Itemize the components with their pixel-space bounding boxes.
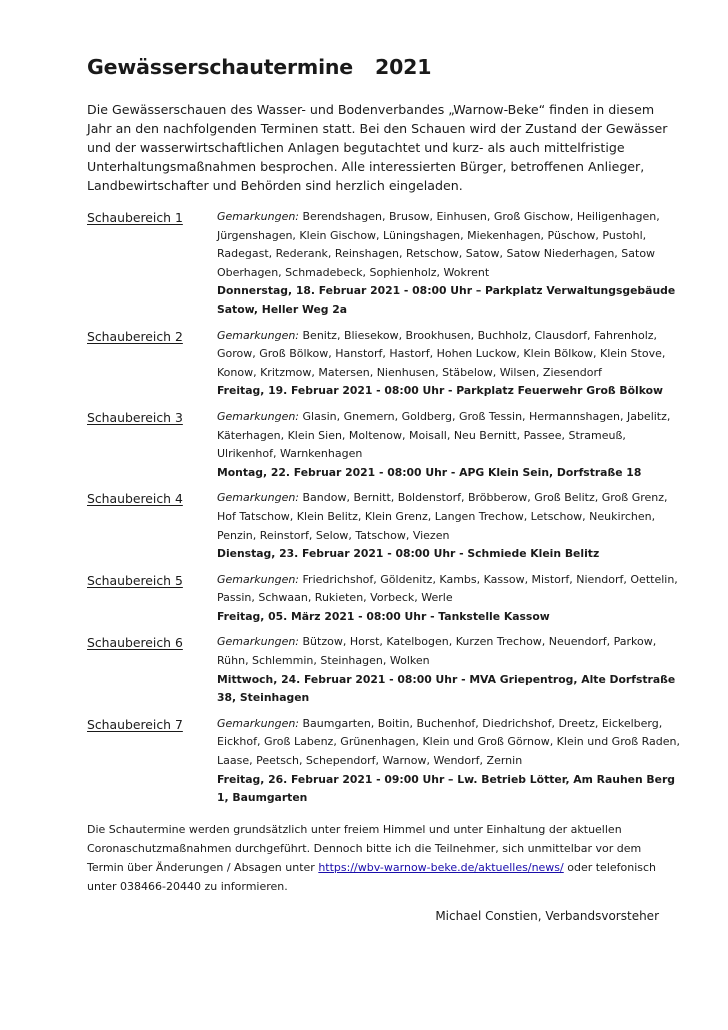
section-label: Schaubereich 5 <box>87 572 183 588</box>
section-body <box>217 715 687 808</box>
section-label: Schaubereich 3 <box>87 409 183 425</box>
appointment-line: Freitag, 19. Februar 2021 - 08:00 Uhr - Parkplatz Feuerwehr Groß Bölkow <box>217 384 664 398</box>
section-label: Schaubereich 1 <box>87 210 183 225</box>
section-label: Schaubereich 6 <box>87 635 183 651</box>
gemarkungen-list: Friedrichshof, Göldenitz, Kambs, Kassow, Mistorf, Niendorf, Oettelin, Passin, Schwaan, Rukieten, Vorbeck, Werle <box>217 572 678 605</box>
gemarkungen-list: Bützow, Horst, Katelbogen, Kurzen Trechow, Neuendorf, Parkow, Rühn, Schlemmin, Steinhagen, Wolken <box>217 635 657 668</box>
appointment-line: Mittwoch, 24. Februar 2021 - 08:00 Uhr - MVA Griepentrog, Alte Dorfstraße 38, Steinhagen <box>217 672 676 705</box>
document-page <box>87 52 687 926</box>
gemarkungen-label: Gemarkungen: <box>217 572 300 586</box>
gemarkungen-label: Gemarkungen: <box>217 716 300 730</box>
appointment-line: Freitag, 05. März 2021 - 08:00 Uhr - Tankstelle Kassow <box>217 609 550 623</box>
section-body <box>217 327 687 401</box>
signature: Michael Constien, Verbandsvorsteher <box>435 908 659 923</box>
gemarkungen-list: Benitz, Bliesekow, Brookhusen, Buchholz, Clausdorf, Fahrenholz, Gorow, Groß Bölkow, Hanstorf, Hastorf, Hohen Luckow, Klein Bölkow, Klein Stove, Konow, Kritzmow, Matersen, Nienhusen, Stäbelow, Wilsen, Ziesendorf <box>217 328 666 379</box>
section-1 <box>87 208 687 320</box>
gemarkungen-label: Gemarkungen: <box>217 635 300 649</box>
section-5 <box>87 571 687 627</box>
gemarkungen-list: Glasin, Gnemern, Goldberg, Groß Tessin, Hermannshagen, Jabelitz, Käterhagen, Klein Sien, Moltenow, Moisall, Neu Bernitt, Passee, Strameuß, Ulrikenhof, Warnkenhagen <box>217 409 671 461</box>
section-body <box>217 571 687 627</box>
sections-list <box>87 208 687 808</box>
footer-text-after: oder telefonisch unter 038466-20440 zu informieren. <box>87 860 657 893</box>
section-6 <box>87 633 687 707</box>
section-body <box>217 633 687 707</box>
section-label: Schaubereich 2 <box>87 328 183 344</box>
title-text: Gewässerschautermine <box>87 55 353 79</box>
section-3 <box>87 408 687 482</box>
section-body <box>217 489 687 563</box>
gemarkungen-label: Gemarkungen: <box>217 491 300 505</box>
appointment-line: Donnerstag, 18. Februar 2021 - 08:00 Uhr – Parkplatz Verwaltungsgebäude Satow, Heller Weg 2a <box>217 284 676 316</box>
section-4 <box>87 489 687 563</box>
gemarkungen-list: Bandow, Bernitt, Boldenstorf, Bröbberow, Groß Belitz, Groß Grenz, Hof Tatschow, Klein Belitz, Klein Grenz, Langen Trechow, Letschow, Neukirchen, Penzin, Reinstorf, Selow, Tatschow, Viezen <box>217 491 668 542</box>
appointment-line: Montag, 22. Februar 2021 - 08:00 Uhr - APG Klein Sein, Dorfstraße 18 <box>217 465 642 479</box>
section-2 <box>87 327 687 401</box>
intro-paragraph: Die Gewässerschauen des Wasser- und Bodenverbandes „Warnow-Beke“ finden in diesem Jahr an den nachfolgenden Terminen statt. Bei den Schauen wird der Zustand der Gewässer und der wasserwirtschaftlichen Anlagen begutachtet und kurz- als auch mittelfristige Unterhaltungsmaßnahmen besprochen. Alle interessierten Bürger, betroffenen Anlieger, Landbewirtschafter und Behörden sind herzlich eingeladen. <box>87 102 668 193</box>
news-link[interactable]: https://wbv-warnow-beke.de/aktuelles/news/ <box>318 860 564 874</box>
footer-text-before: Die Schautermine werden grundsätzlich unter freiem Himmel und unter Einhaltung der aktuellen Coronaschutzmaßnahmen durchgeführt. Dennoch bitte ich die Teilnehmer, sich unmittelbar vor dem Termin über Änderungen / Absagen unter <box>87 822 642 874</box>
gemarkungen-label: Gemarkungen: <box>217 210 300 223</box>
section-label: Schaubereich 4 <box>87 491 183 507</box>
gemarkungen-label: Gemarkungen: <box>217 328 300 342</box>
section-7 <box>87 715 687 808</box>
gemarkungen-list: Berendshagen, Brusow, Einhusen, Groß Gischow, Heiligenhagen, Jürgenshagen, Klein Gischow, Lüningshagen, Miekenhagen, Püschow, Pustohl, Radegast, Rederank, Reinshagen, Retschow, Satow, Satow Niederhagen, Satow Oberhagen, Schmadebeck, Sophienholz, Wokrent <box>217 210 660 279</box>
appointment-line: Dienstag, 23. Februar 2021 - 08:00 Uhr - Schmiede Klein Belitz <box>217 547 600 561</box>
appointment-line: Freitag, 26. Februar 2021 - 09:00 Uhr – Lw. Betrieb Lötter, Am Rauhen Berg 1, Baumgarten <box>217 772 676 805</box>
gemarkungen-label: Gemarkungen: <box>217 409 300 423</box>
page-title <box>87 52 687 82</box>
footer-paragraph <box>87 820 677 896</box>
section-body <box>217 408 687 482</box>
section-label: Schaubereich 7 <box>87 716 183 732</box>
gemarkungen-list: Baumgarten, Boitin, Buchenhof, Diedrichshof, Dreetz, Eickelberg, Eickhof, Groß Labenz, Grünenhagen, Klein und Groß Görnow, Klein und Groß Raden, Laase, Peetsch, Schependorf, Warnow, Wendorf, Zernin <box>217 716 680 768</box>
section-body <box>217 208 687 320</box>
title-year: 2021 <box>375 55 432 79</box>
